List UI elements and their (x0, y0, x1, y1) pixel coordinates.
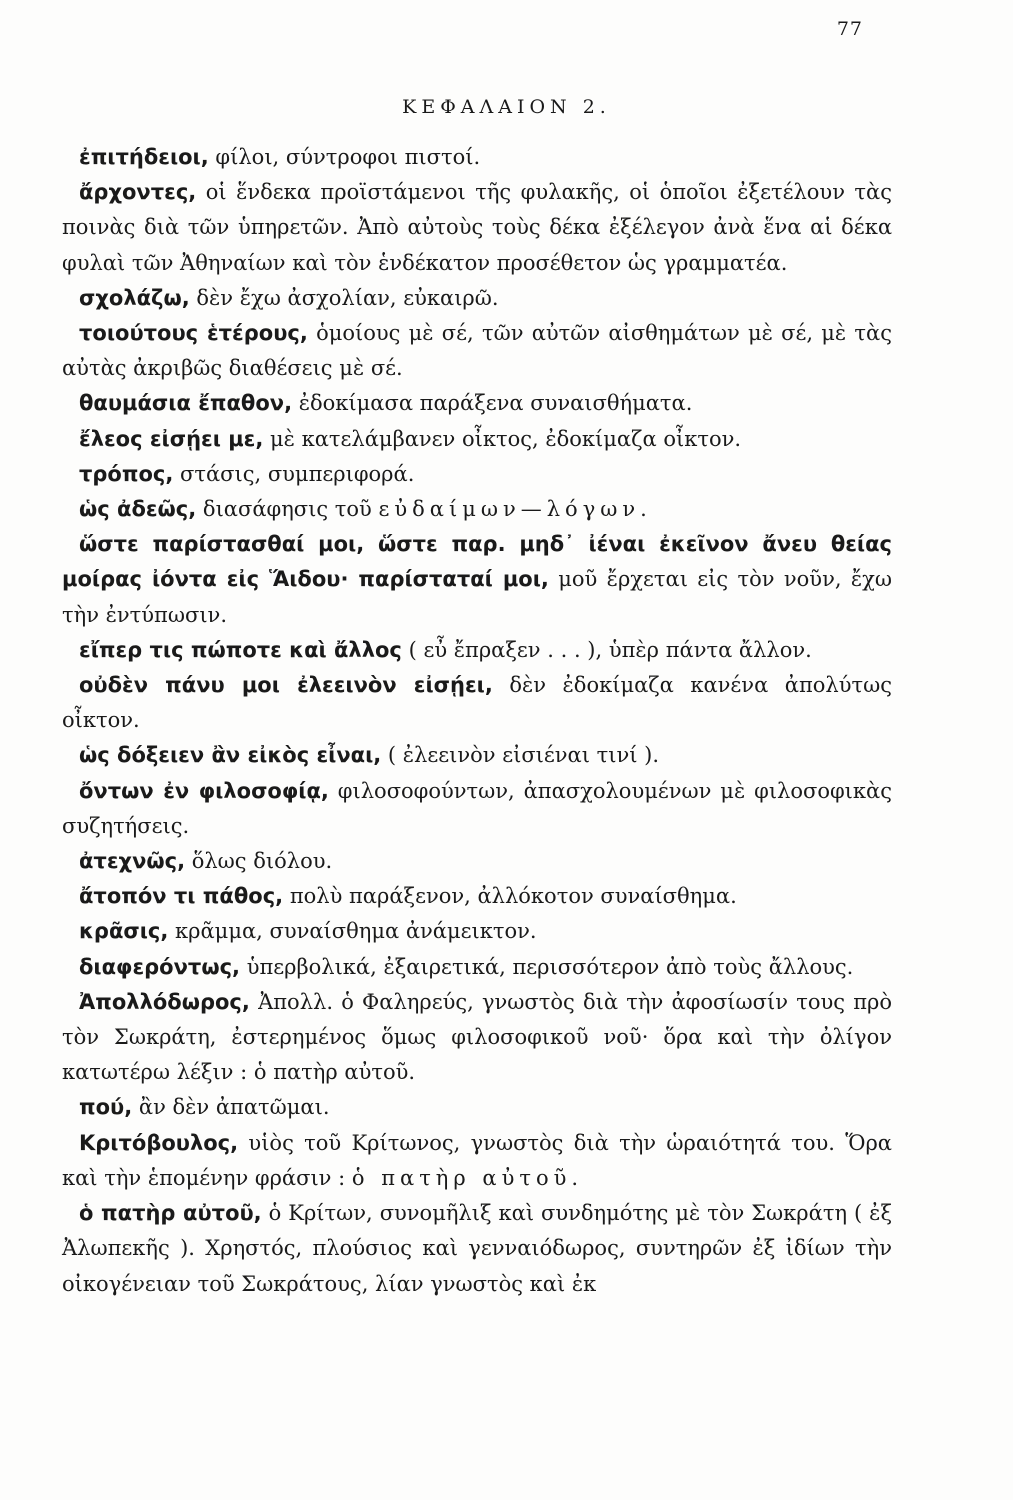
glossary-entry (62, 844, 892, 879)
glossary-entries (62, 140, 892, 1302)
glossary-entry (62, 774, 892, 844)
glossary-entry (62, 457, 892, 492)
entry-lemma: ὡς ἀδεῶς, (79, 497, 197, 522)
entry-gloss: Ἀπολλ. ὁ Φαληρεύς, γνωστὸς διὰ τὴν ἀφοσίωσίν τους πρὸ τὸν Σωκράτη, ἐστερημένος ὅμως φιλοσοφικοῦ νοῦ· ὅρα καὶ τὴν ὀλίγον κατωτέρω λέξιν : ὁ πατὴρ αὐτοῦ. (62, 989, 892, 1085)
entry-gloss-spaced: εὐδαίμων—λόγων (378, 497, 641, 522)
entry-lemma: ἐπιτήδειοι, (79, 145, 209, 169)
glossary-entry (62, 633, 892, 668)
glossary-entry (62, 175, 892, 281)
entry-lemma: ἀτεχνῶς, (79, 849, 186, 874)
entry-lemma: τρόπος, (79, 461, 174, 486)
entry-gloss: φίλοι, σύντροφοι πιστοί. (215, 145, 481, 169)
entry-gloss: οἱ ἕνδεκα προϊστάμενοι τῆς φυλακῆς, οἱ ὁποῖοι ἐξετέλουν τὰς ποινὰς διὰ τῶν ὑπηρετῶν. Ἀπὸ αὐτοὺς τοὺς δέκα ἐξέλεγον ἀνὰ ἕνα αἱ δέκα φυλαὶ τῶν Ἀθηναίων καὶ τὸν ἑνδέκατον προσέθετον ὡς γραμματέα. (62, 180, 892, 275)
glossary-entry (62, 527, 892, 633)
entry-gloss-end: . (571, 1165, 579, 1190)
entry-gloss: ( εὖ ἔπραξεν . . . ), ὑπὲρ πάντα ἄλλον. (408, 637, 812, 662)
entry-lemma: ὡς δόξειεν ἂν εἰκὸς εἶναι, (79, 743, 382, 768)
entry-gloss: ἐδοκίμασα παράξενα συναισθήματα. (298, 391, 693, 416)
page-number: 77 (836, 18, 863, 40)
entry-lemma: πού, (79, 1095, 133, 1120)
chapter-heading: ΚΕΦΑΛΑΙΟΝ 2. (402, 96, 611, 118)
glossary-entry (62, 422, 892, 457)
entry-gloss: στάσις, συμπεριφορά. (180, 461, 415, 486)
glossary-entry (62, 914, 892, 949)
entry-lemma: ὄντων ἐν φιλοσοφίᾳ, (79, 778, 329, 803)
entry-lemma: Κριτόβουλος, (79, 1130, 239, 1155)
glossary-entry (62, 1090, 892, 1125)
entry-gloss: ὑπερβολικά, ἐξαιρετικά, περισσότερον ἀπὸ τοὺς ἄλλους. (246, 954, 854, 979)
entry-lemma: ἄρχοντες, (79, 180, 197, 205)
entry-lemma: ὥστε παρίστασθαί μοι, ὥστε παρ. μηδ᾽ ἰέναι ἐκεῖνον ἄνευ θείας μοίρας ἰόντα εἰς Ἅιδου· παρίσταταί μοι, (62, 532, 892, 592)
glossary-entry (62, 1196, 892, 1302)
glossary-entry (62, 1126, 892, 1196)
entry-gloss: διασάφησις τοῦ (202, 497, 379, 522)
entry-gloss: φιλοσοφούντων, ἀπασχολουμένων μὲ φιλοσοφικὰς συζητήσεις. (62, 778, 892, 838)
entry-gloss-spaced: ὁ πατὴρ αὐτοῦ (351, 1165, 572, 1190)
entry-gloss: κρᾶμμα, συναίσθημα ἀνάμεικτον. (175, 919, 537, 944)
entry-gloss: δὲν ἐδοκίμαζα κανένα ἀπολύτως οἶκτον. (62, 673, 892, 733)
glossary-entry (62, 281, 892, 316)
entry-gloss: μὲ κατελάμβανεν οἶκτος, ἐδοκίμαζα οἶκτον. (270, 426, 742, 451)
entry-gloss: υἱὸς τοῦ Κρίτωνος, γνωστὸς διὰ τὴν ὡραιότητά του. Ὅρα καὶ τὴν ἑπομένην φράσιν : (62, 1130, 892, 1190)
entry-gloss: δὲν ἔχω ἀσχολίαν, εὐκαιρῶ. (196, 285, 499, 310)
glossary-entry (62, 738, 892, 773)
entry-gloss: ἂν δὲν ἀπατῶμαι. (138, 1095, 330, 1120)
entry-lemma: Ἀπολλόδωρος, (79, 989, 250, 1014)
entry-lemma: σχολάζω, (79, 285, 190, 310)
entry-lemma: ἄτοπόν τι πάθος, (79, 884, 284, 909)
entry-gloss: μοῦ ἔρχεται εἰς τὸν νοῦν, ἔχω τὴν ἐντύπωσιν. (62, 567, 892, 627)
entry-lemma: ἔλεος εἰσῄει με, (79, 426, 264, 451)
entry-lemma: διαφερόντως, (79, 954, 240, 979)
entry-lemma: ὁ πατὴρ αὐτοῦ, (79, 1201, 262, 1226)
entry-lemma: εἴπερ τις πώποτε καὶ ἄλλος (79, 637, 402, 662)
entry-lemma: οὐδὲν πάνυ μοι ἐλεεινὸν εἰσῄει, (79, 673, 493, 698)
entry-gloss: ὁμοίους μὲ σέ, τῶν αὐτῶν αἰσθημάτων μὲ σέ, μὲ τὰς αὐτὰς ἀκριβῶς διαθέσεις μὲ σέ. (62, 321, 892, 381)
glossary-entry (62, 950, 892, 985)
entry-lemma: κρᾶσις, (79, 919, 169, 944)
glossary-entry (62, 985, 892, 1091)
entry-gloss: ( ἐλεεινὸν εἰσιέναι τινί ). (387, 743, 660, 768)
glossary-entry (62, 140, 892, 175)
glossary-entry (62, 668, 892, 738)
entry-lemma: θαυμάσια ἔπαθον, (79, 391, 293, 416)
entry-gloss: πολὺ παράξενον, ἀλλόκοτον συναίσθημα. (289, 884, 737, 909)
entry-gloss: ὅλως διόλου. (191, 849, 333, 874)
entry-lemma: τοιούτους ἑτέρους, (79, 321, 308, 346)
glossary-entry (62, 386, 892, 421)
glossary-entry (62, 879, 892, 914)
glossary-entry (62, 492, 892, 527)
entry-gloss: ὁ Κρίτων, συνομῆλιξ καὶ συνδημότης μὲ τὸν Σωκράτη ( ἐξ Ἀλωπεκῆς ). Χρηστός, πλούσιος καὶ γενναιόδωρος, συντηρῶν ἐξ ἰδίων τὴν οἰκογένειαν τοῦ Σωκράτους, λίαν γνωστὸς καὶ ἐκ (62, 1201, 893, 1296)
entry-gloss-end: . (640, 497, 647, 522)
glossary-entry (62, 316, 892, 386)
